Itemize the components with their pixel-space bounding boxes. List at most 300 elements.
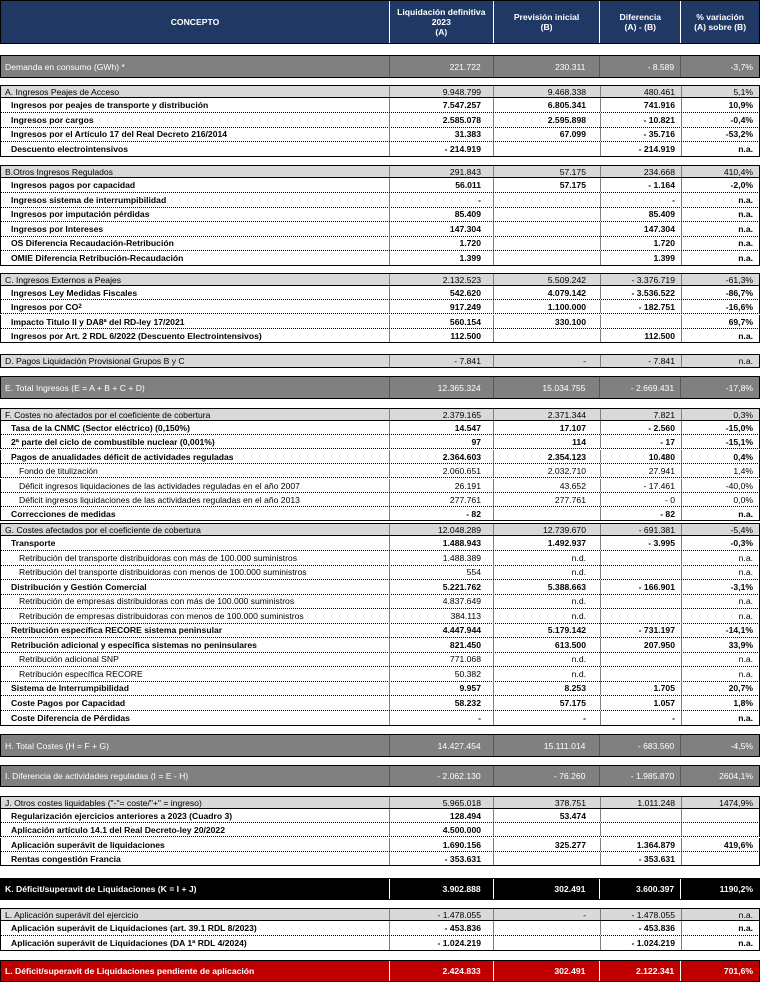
value-diff: 3.600.397 (599, 879, 680, 899)
value-b: 43.652 (493, 479, 600, 492)
value-a: - 353.631 (389, 852, 493, 865)
row-label: Ingresos pagos por capacidad (0, 178, 389, 192)
value-a: 12.365.324 (389, 377, 493, 398)
row-label: Sistema de Interrumpibilidad (0, 681, 389, 695)
value-pct: n.a. (681, 551, 760, 565)
table-row (0, 464, 760, 478)
value-pct: 2604,1% (680, 766, 759, 786)
table-row (0, 565, 760, 580)
table-row (0, 667, 760, 682)
row-label: Retribución del transporte distribuidoras con menos de 100.000 suministros (0, 565, 389, 579)
value-diff: - 8.589 (599, 56, 680, 77)
value-pct: 33,9% (681, 638, 760, 652)
row-label: Retribución específica RECORE (0, 667, 389, 681)
value-pct: -3,7% (680, 56, 759, 77)
row-label: Rentas congestión Francia (0, 852, 389, 865)
value-pct: -53,2% (681, 127, 760, 141)
section-header-row (0, 273, 760, 286)
value-a: - 82 (389, 507, 493, 520)
value-b: 2.595.898 (493, 113, 600, 127)
value-diff: 234.668 (600, 166, 681, 177)
row-label: Déficit ingresos liquidaciones de las actividades reguladas en el año 2007 (0, 479, 389, 492)
value-b: n.d. (493, 551, 600, 565)
value-diff: - 1.478.055 (600, 909, 681, 920)
value-pct: n.a. (681, 207, 760, 221)
row-label: E. Total Ingresos (E = A + B + C + D) (5, 382, 145, 393)
value-diff: 1.720 (600, 236, 681, 250)
row-label: Retribución de empresas distribuidoras con más de 100.000 suministros (0, 594, 389, 608)
value-b: 230.311 (493, 56, 600, 77)
value-diff: - 35.716 (600, 127, 681, 141)
value-pct: 20,7% (681, 681, 760, 695)
value-a: 56.011 (389, 178, 493, 192)
value-pct: 419,6% (681, 838, 760, 851)
value-a: 58.232 (389, 696, 493, 710)
value-pct: n.a. (681, 355, 760, 367)
section-d-row (0, 354, 760, 368)
value-b: 2.032.710 (493, 464, 600, 477)
row-label: Retribución adicional SNP (0, 652, 389, 666)
row-label: Ingresos por Art. 2 RDL 6/2022 (Descuento Electrointensivos) (0, 329, 389, 342)
value-pct: 1,4% (681, 464, 760, 477)
row-label: Retribución adicional y específica sistemas no peninsulares (0, 638, 389, 652)
value-b: 17.107 (493, 421, 600, 434)
value-b: 277.761 (493, 493, 600, 506)
row-label: B.Otros Ingresos Regulados (0, 166, 389, 177)
total-e-row (0, 376, 760, 399)
value-pct (681, 852, 760, 865)
value-a: - (389, 193, 493, 207)
total-k-row (0, 878, 760, 900)
table-row (0, 450, 760, 464)
value-diff: 7.821 (600, 409, 681, 420)
row-label: I. Diferencia de actividades reguladas (I = E - H) (5, 771, 189, 781)
table-row (0, 507, 760, 521)
value-b (493, 507, 600, 520)
value-pct: -86,7% (681, 286, 760, 299)
value-b: 57.175 (493, 696, 600, 710)
value-pct: n.a. (681, 609, 760, 623)
row-label: Ingresos sistema de interrumpibilidad (0, 193, 389, 207)
value-a: 12.048.289 (389, 524, 493, 535)
value-b: 2.371.344 (493, 409, 600, 420)
value-b: 378.751 (493, 797, 600, 808)
value-pct: 69,7% (681, 315, 760, 328)
value-pct: -4,5% (680, 735, 759, 756)
table-row (0, 315, 760, 329)
table-row (0, 580, 760, 595)
table-row (0, 193, 760, 208)
value-b: - (493, 711, 600, 725)
row-label: Aplicación artículo 14.1 del Real Decreto-ley 20/2022 (0, 823, 389, 836)
value-diff: - 453.836 (600, 921, 681, 935)
demanda-row (0, 55, 760, 78)
value-diff: - 214.919 (600, 142, 681, 156)
header-liquidacion: Liquidación definitiva 2023 (A) (389, 1, 493, 43)
section-header-row (0, 408, 760, 421)
value-pct: 10,9% (681, 98, 760, 112)
row-label: Retribución específica RECORE sistema peninsular (0, 623, 389, 637)
table-row (0, 251, 760, 266)
value-pct: n.a. (681, 236, 760, 250)
value-diff (600, 809, 681, 822)
value-diff: - 731.197 (600, 623, 681, 637)
header-concepto: CONCEPTO (170, 17, 220, 27)
value-pct: -2,0% (681, 178, 760, 192)
row-label: Correcciones de medidas (0, 507, 389, 520)
value-a: 4.500.000 (389, 823, 493, 836)
table-row (0, 638, 760, 653)
value-b (493, 222, 600, 236)
total-i-row (0, 765, 760, 787)
table-row (0, 681, 760, 696)
value-pct: n.a. (681, 193, 760, 207)
value-a: - 453.836 (389, 921, 493, 935)
value-b: 15.034.755 (493, 377, 600, 398)
value-diff: - 182.751 (600, 300, 681, 313)
row-label: Tasa de la CNMC (Sector eléctrico) (0,150%) (0, 421, 389, 434)
value-pct: n.a. (681, 667, 760, 681)
table-row (0, 493, 760, 507)
table-row (0, 536, 760, 551)
value-diff: 741.916 (600, 98, 681, 112)
table-row (0, 609, 760, 624)
value-pct: n.a. (681, 711, 760, 725)
value-pct: 1190,2% (680, 879, 759, 899)
value-pct: 410,4% (681, 166, 760, 177)
value-b: 302.491 (493, 961, 600, 981)
value-b: 325.277 (493, 838, 600, 851)
value-a: - 1.024.219 (389, 936, 493, 950)
value-diff: - 0 (600, 493, 681, 506)
table-row (0, 113, 760, 128)
table-row (0, 142, 760, 157)
value-b (493, 823, 600, 836)
value-b: 1.100.000 (493, 300, 600, 313)
table-row (0, 823, 760, 837)
value-diff: - 1.164 (600, 178, 681, 192)
value-b: 1.492.937 (493, 536, 600, 550)
value-a: 277.761 (389, 493, 493, 506)
row-label: G. Costes afectados por el coeficiente de cobertura (0, 524, 389, 535)
row-label: Ingresos por peajes de transporte y distribución (0, 98, 389, 112)
value-diff (600, 667, 681, 681)
value-pct: n.a. (681, 909, 760, 920)
row-label: K. Déficit/superavit de Liquidaciones (K = I + J) (5, 884, 197, 894)
table-row (0, 207, 760, 222)
row-label: H. Total Costes (H = F + G) (5, 740, 109, 751)
value-a: 14.547 (389, 421, 493, 434)
value-diff: - 166.901 (600, 580, 681, 594)
row-label: Impacto Titulo II y DA8ª del RD-ley 17/2021 (0, 315, 389, 328)
value-a: 4.837.649 (389, 594, 493, 608)
table-row (0, 236, 760, 251)
table-row (0, 921, 760, 936)
value-diff: - 3.995 (600, 536, 681, 550)
value-diff: 480.461 (600, 86, 681, 97)
row-label: OS Diferencia Recaudación-Retribución (0, 236, 389, 250)
table-row (0, 652, 760, 667)
value-diff (600, 609, 681, 623)
header-diferencia: Diferencia (A) - (B) (599, 1, 680, 43)
table-row (0, 594, 760, 609)
row-label: Aplicación superávit de liquidaciones (0, 838, 389, 851)
value-diff: 27.941 (600, 464, 681, 477)
value-diff (600, 823, 681, 836)
value-b (493, 251, 600, 265)
value-diff: - 3.376.719 (600, 274, 681, 285)
value-pct: n.a. (681, 222, 760, 236)
value-pct: n.a. (681, 921, 760, 935)
row-label: J. Otros costes liquidables ("-"= coste/"+" = ingreso) (0, 797, 389, 808)
value-pct: 0,4% (681, 450, 760, 463)
value-b: 613.500 (493, 638, 600, 652)
row-label: OMIE Diferencia Retribución-Recaudación (0, 251, 389, 265)
value-diff: 2.122.341 (599, 961, 680, 981)
row-label: Retribución del transporte distribuidoras con más de 100.000 suministros (0, 551, 389, 565)
value-a: 771.068 (389, 652, 493, 666)
row-label-subscript: 2 (78, 303, 82, 310)
section-header-row (0, 796, 760, 809)
section-header-row (0, 908, 760, 921)
value-b: 53.474 (493, 809, 600, 822)
value-pct: n.a. (681, 594, 760, 608)
row-label: Regularización ejercicios anteriores a 2023 (Cuadro 3) (0, 809, 389, 822)
value-a: 7.547.257 (389, 98, 493, 112)
table-header (0, 0, 760, 44)
value-diff (600, 594, 681, 608)
value-a: 2.585.078 (389, 113, 493, 127)
value-a: 112.500 (389, 329, 493, 342)
value-pct: -0,4% (681, 113, 760, 127)
section-header-row (0, 85, 760, 98)
table-row (0, 551, 760, 566)
table-row (0, 838, 760, 852)
value-b: n.d. (493, 667, 600, 681)
value-a: 2.379.165 (389, 409, 493, 420)
value-b (493, 936, 600, 950)
value-b (493, 207, 600, 221)
value-a: 542.620 (389, 286, 493, 299)
value-diff: 1.364.879 (600, 838, 681, 851)
value-pct (681, 809, 760, 822)
value-a: 1.488.389 (389, 551, 493, 565)
value-pct: n.a. (681, 251, 760, 265)
row-label: Ingresos por Intereses (0, 222, 389, 236)
table-row (0, 286, 760, 300)
value-diff (600, 652, 681, 666)
value-b: - (493, 909, 600, 920)
value-a: 147.304 (389, 222, 493, 236)
value-a: 821.450 (389, 638, 493, 652)
value-b: 2.354.123 (493, 450, 600, 463)
value-b: 4.079.142 (493, 286, 600, 299)
value-a: 26.191 (389, 479, 493, 492)
row-label: Déficit ingresos liquidaciones de las actividades reguladas en el año 2013 (0, 493, 389, 506)
row-label: Descuento electrointensivos (0, 142, 389, 156)
row-label: Aplicación superávit de Liquidaciones (art. 39.1 RDL 8/2023) (0, 921, 389, 935)
value-a: 128.494 (389, 809, 493, 822)
value-pct (681, 823, 760, 836)
row-label: Coste Pagos por Capacidad (0, 696, 389, 710)
table-row (0, 300, 760, 314)
value-diff: 207.950 (600, 638, 681, 652)
value-diff: - 683.560 (599, 735, 680, 756)
value-a: 1.690.156 (389, 838, 493, 851)
value-a: 917.249 (389, 300, 493, 313)
value-b: 9.468.338 (493, 86, 600, 97)
row-label: 2ª parte del ciclo de combustible nuclear (0,001%) (0, 435, 389, 448)
value-diff: - 10.821 (600, 113, 681, 127)
value-diff: 10.480 (600, 450, 681, 463)
value-diff: - 17 (600, 435, 681, 448)
value-pct: 0,0% (681, 493, 760, 506)
value-pct: 1,8% (681, 696, 760, 710)
value-diff: 1.705 (600, 681, 681, 695)
table-row (0, 711, 760, 726)
value-diff: 1.011.248 (600, 797, 681, 808)
value-a: 2.060.651 (389, 464, 493, 477)
value-pct: n.a. (681, 142, 760, 156)
value-pct: -3,1% (681, 580, 760, 594)
table-row (0, 98, 760, 113)
value-diff: 147.304 (600, 222, 681, 236)
value-b: - (493, 355, 600, 367)
value-a: 3.902.888 (389, 879, 493, 899)
table-row (0, 222, 760, 237)
value-a: 2.424.833 (389, 961, 493, 981)
value-diff: - 82 (600, 507, 681, 520)
value-pct: -61,3% (681, 274, 760, 285)
value-b: n.d. (493, 652, 600, 666)
value-b: 5.388.663 (493, 580, 600, 594)
value-b: 8.253 (493, 681, 600, 695)
value-pct: n.a. (681, 652, 760, 666)
value-a: 97 (389, 435, 493, 448)
table-row (0, 696, 760, 711)
value-diff: - 2.669.431 (599, 377, 680, 398)
value-diff: - 691.381 (600, 524, 681, 535)
row-label: L. Déficit/superavit de Liquidaciones pendiente de aplicación (5, 966, 255, 976)
value-b: 15.111.014 (493, 735, 600, 756)
section-header-row (0, 165, 760, 178)
value-diff: 112.500 (600, 329, 681, 342)
table-row (0, 435, 760, 449)
value-pct: n.a. (681, 565, 760, 579)
value-b: - 76.260 (493, 766, 600, 786)
value-b: 330.100 (493, 315, 600, 328)
value-pct: n.a. (681, 507, 760, 520)
value-pct: -16,6% (681, 300, 760, 313)
value-diff (600, 551, 681, 565)
value-pct: n.a. (681, 329, 760, 342)
header-variacion: % variación (A) sobre (B) (680, 1, 759, 43)
value-b: n.d. (493, 609, 600, 623)
value-a: 554 (389, 565, 493, 579)
value-pct: 5,1% (681, 86, 760, 97)
row-label (0, 300, 389, 313)
value-diff: - 2.560 (600, 421, 681, 434)
value-a: 560.154 (389, 315, 493, 328)
value-a: 2.364.603 (389, 450, 493, 463)
value-diff: - (600, 193, 681, 207)
table-row (0, 936, 760, 951)
row-label: Coste Diferencia de Pérdidas (0, 711, 389, 725)
value-pct: -5,4% (681, 524, 760, 535)
section-header-row (0, 523, 760, 536)
value-diff (600, 315, 681, 328)
value-b: 67.099 (493, 127, 600, 141)
value-a: - 7.841 (389, 355, 493, 367)
value-b: n.d. (493, 594, 600, 608)
row-label: A. Ingresos Peajes de Acceso (0, 86, 389, 97)
value-a: - 214.919 (389, 142, 493, 156)
total-l-row (0, 960, 760, 982)
value-diff (600, 565, 681, 579)
value-b: 5.179.142 (493, 623, 600, 637)
value-b: n.d. (493, 565, 600, 579)
value-pct: -17,8% (680, 377, 759, 398)
row-label-text: Ingresos por CO (11, 301, 79, 312)
row-label: Ingresos Ley Medidas Fiscales (0, 286, 389, 299)
row-label: C. Ingresos Externos a Peajes (0, 274, 389, 285)
value-pct: -0,3% (681, 536, 760, 550)
table-row (0, 479, 760, 493)
value-a: 384.113 (389, 609, 493, 623)
row-label: Aplicación superávit de Liquidaciones (DA 1ª RDL 4/2024) (0, 936, 389, 950)
value-b: 302.491 (493, 879, 600, 899)
value-diff: - 17.461 (600, 479, 681, 492)
value-diff: 85.409 (600, 207, 681, 221)
value-a: 1.720 (389, 236, 493, 250)
value-a: - 1.478.055 (389, 909, 493, 920)
value-a: 5.221.762 (389, 580, 493, 594)
value-pct: 701,6% (680, 961, 759, 981)
value-pct: n.a. (681, 936, 760, 950)
value-a: 291.843 (389, 166, 493, 177)
row-label: Ingresos por imputación pérdidas (0, 207, 389, 221)
value-b (493, 236, 600, 250)
value-b: 57.175 (493, 178, 600, 192)
row-label: Demanda en consumo (GWh) * (5, 61, 125, 72)
value-a: 221.722 (389, 56, 493, 77)
value-pct: 0,3% (681, 409, 760, 420)
value-diff: 1.399 (600, 251, 681, 265)
value-diff: - 7.841 (600, 355, 681, 367)
row-label: Distribución y Gestión Comercial (0, 580, 389, 594)
value-a: 50.382 (389, 667, 493, 681)
value-diff: - 1.024.219 (600, 936, 681, 950)
value-diff: - 353.631 (600, 852, 681, 865)
value-b (493, 921, 600, 935)
value-diff: - 3.536.522 (600, 286, 681, 299)
value-a: 5.965.018 (389, 797, 493, 808)
total-h-row (0, 734, 760, 757)
value-pct: -15,1% (681, 435, 760, 448)
value-a: 2.132.523 (389, 274, 493, 285)
value-pct: 1474,9% (681, 797, 760, 808)
header-prevision: Previsión inicial (B) (493, 1, 600, 43)
value-a: - (389, 711, 493, 725)
value-pct: -14,1% (681, 623, 760, 637)
value-a: - 2.062.130 (389, 766, 493, 786)
row-label: Fondo de titulización (0, 464, 389, 477)
value-a: 1.399 (389, 251, 493, 265)
value-diff: - (600, 711, 681, 725)
value-pct: -40,0% (681, 479, 760, 492)
value-b (493, 193, 600, 207)
table-row (0, 809, 760, 823)
